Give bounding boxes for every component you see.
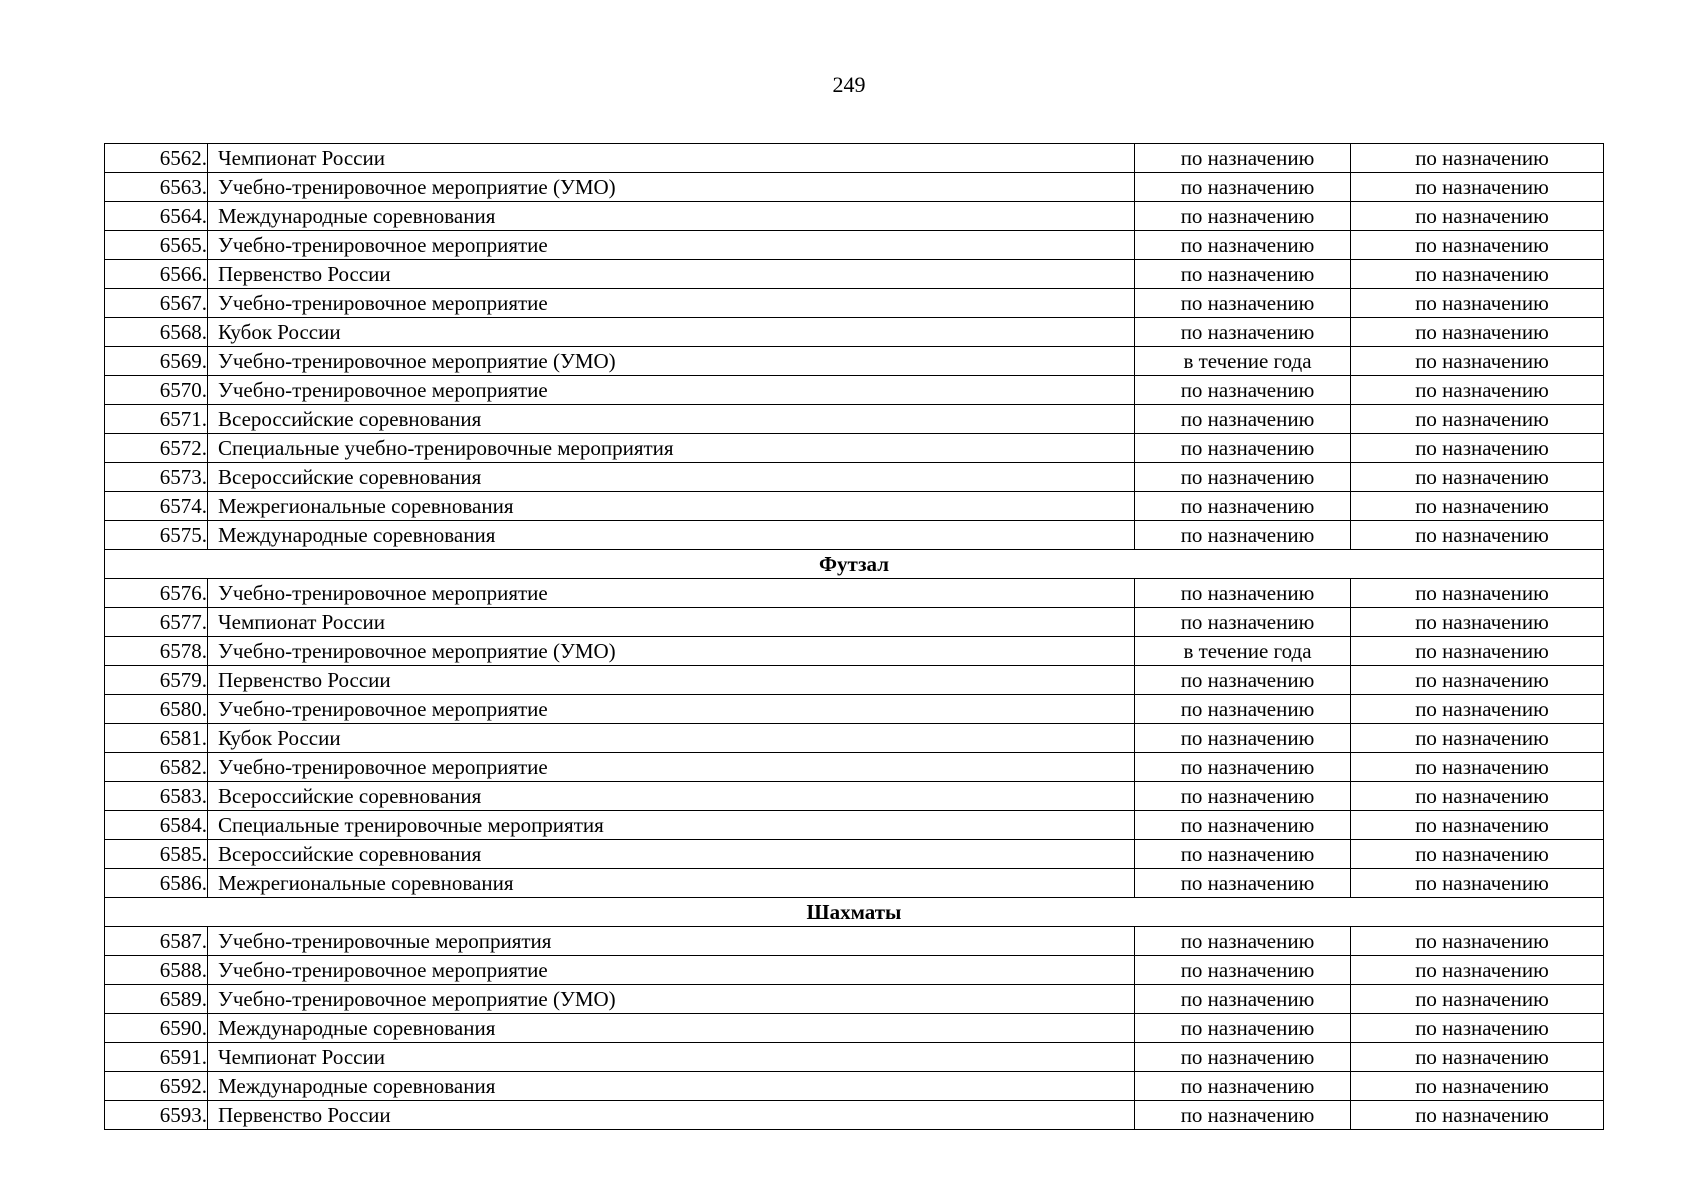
event-term: по назначению [1135,840,1351,869]
row-number: 6584. [105,811,208,840]
event-name: Учебно-тренировочные мероприятия [208,927,1135,956]
table-row [105,405,1604,434]
event-term: по назначению [1135,202,1351,231]
event-name: Учебно-тренировочное мероприятие [208,579,1135,608]
event-place: по назначению [1351,811,1604,840]
event-term: по назначению [1135,956,1351,985]
event-name: Всероссийские соревнования [208,405,1135,434]
event-term: по назначению [1135,724,1351,753]
event-name: Межрегиональные соревнования [208,492,1135,521]
event-name: Международные соревнования [208,1014,1135,1043]
event-term: в течение года [1135,347,1351,376]
event-term: по назначению [1135,1072,1351,1101]
event-place: по назначению [1351,405,1604,434]
event-term: по назначению [1135,521,1351,550]
event-term: по назначению [1135,376,1351,405]
table-row [105,202,1604,231]
table-row [105,985,1604,1014]
event-place: по назначению [1351,724,1604,753]
row-number: 6587. [105,927,208,956]
event-term: по назначению [1135,463,1351,492]
event-term: по назначению [1135,782,1351,811]
event-name: Первенство России [208,260,1135,289]
row-number: 6563. [105,173,208,202]
event-place: по назначению [1351,231,1604,260]
table-row [105,347,1604,376]
event-name: Специальные учебно-тренировочные мероприятия [208,434,1135,463]
event-name: Учебно-тренировочное мероприятие [208,753,1135,782]
row-number: 6564. [105,202,208,231]
row-number: 6568. [105,318,208,347]
event-term: по назначению [1135,492,1351,521]
event-place: по назначению [1351,260,1604,289]
table-row [105,463,1604,492]
event-term: по назначению [1135,811,1351,840]
row-number: 6576. [105,579,208,608]
event-place: по назначению [1351,173,1604,202]
event-place: по назначению [1351,1014,1604,1043]
row-number: 6574. [105,492,208,521]
event-place: по назначению [1351,202,1604,231]
table-row [105,840,1604,869]
event-term: по назначению [1135,927,1351,956]
event-place: по назначению [1351,927,1604,956]
events-table-body [105,144,1604,1130]
table-row [105,492,1604,521]
event-name: Чемпионат России [208,1043,1135,1072]
event-place: по назначению [1351,579,1604,608]
event-term: в течение года [1135,637,1351,666]
event-place: по назначению [1351,289,1604,318]
event-term: по назначению [1135,985,1351,1014]
event-name: Учебно-тренировочное мероприятие [208,695,1135,724]
row-number: 6583. [105,782,208,811]
section-title: Футзал [105,550,1604,579]
event-name: Международные соревнования [208,521,1135,550]
row-number: 6571. [105,405,208,434]
event-name: Всероссийские соревнования [208,463,1135,492]
event-name: Учебно-тренировочное мероприятие [208,956,1135,985]
table-row [105,579,1604,608]
event-term: по назначению [1135,1043,1351,1072]
event-place: по назначению [1351,695,1604,724]
event-name: Международные соревнования [208,1072,1135,1101]
table-row [105,289,1604,318]
row-number: 6569. [105,347,208,376]
table-row [105,231,1604,260]
row-number: 6573. [105,463,208,492]
table-row [105,753,1604,782]
row-number: 6589. [105,985,208,1014]
table-row [105,260,1604,289]
table-row [105,666,1604,695]
event-place: по назначению [1351,144,1604,173]
event-name: Чемпионат России [208,144,1135,173]
event-term: по назначению [1135,144,1351,173]
table-row [105,376,1604,405]
row-number: 6580. [105,695,208,724]
event-place: по назначению [1351,869,1604,898]
row-number: 6588. [105,956,208,985]
event-term: по назначению [1135,1101,1351,1130]
row-number: 6567. [105,289,208,318]
section-header-row [105,898,1604,927]
event-name: Всероссийские соревнования [208,840,1135,869]
event-place: по назначению [1351,608,1604,637]
event-place: по назначению [1351,782,1604,811]
row-number: 6590. [105,1014,208,1043]
row-number: 6578. [105,637,208,666]
event-name: Учебно-тренировочное мероприятие [208,231,1135,260]
event-name: Учебно-тренировочное мероприятие (УМО) [208,173,1135,202]
event-term: по назначению [1135,405,1351,434]
page-number: 249 [832,72,866,97]
table-row [105,927,1604,956]
row-number: 6577. [105,608,208,637]
event-term: по назначению [1135,231,1351,260]
event-term: по назначению [1135,434,1351,463]
event-name: Первенство России [208,666,1135,695]
event-term: по назначению [1135,666,1351,695]
event-name: Международные соревнования [208,202,1135,231]
table-row [105,608,1604,637]
row-number: 6565. [105,231,208,260]
event-term: по назначению [1135,753,1351,782]
section-title: Шахматы [105,898,1604,927]
event-term: по назначению [1135,289,1351,318]
event-term: по назначению [1135,260,1351,289]
table-row [105,1072,1604,1101]
row-number: 6579. [105,666,208,695]
row-number: 6586. [105,869,208,898]
row-number: 6581. [105,724,208,753]
row-number: 6592. [105,1072,208,1101]
row-number: 6591. [105,1043,208,1072]
event-term: по назначению [1135,318,1351,347]
event-name: Кубок России [208,318,1135,347]
event-place: по назначению [1351,492,1604,521]
table-row [105,173,1604,202]
row-number: 6585. [105,840,208,869]
event-name: Кубок России [208,724,1135,753]
table-row [105,869,1604,898]
table-row [105,434,1604,463]
event-place: по назначению [1351,318,1604,347]
row-number: 6566. [105,260,208,289]
table-row [105,695,1604,724]
row-number: 6572. [105,434,208,463]
event-place: по назначению [1351,956,1604,985]
event-name: Межрегиональные соревнования [208,869,1135,898]
event-name: Всероссийские соревнования [208,782,1135,811]
table-row [105,811,1604,840]
table-row [105,1043,1604,1072]
table-row [105,1101,1604,1130]
event-place: по назначению [1351,637,1604,666]
row-number: 6562. [105,144,208,173]
event-place: по назначению [1351,376,1604,405]
table-row [105,318,1604,347]
row-number: 6593. [105,1101,208,1130]
table-row [105,782,1604,811]
table-row [105,1014,1604,1043]
event-name: Специальные тренировочные мероприятия [208,811,1135,840]
table-row [105,956,1604,985]
event-place: по назначению [1351,463,1604,492]
event-place: по назначению [1351,666,1604,695]
event-place: по назначению [1351,521,1604,550]
event-name: Чемпионат России [208,608,1135,637]
event-place: по назначению [1351,347,1604,376]
event-place: по назначению [1351,753,1604,782]
table-row [105,724,1604,753]
row-number: 6575. [105,521,208,550]
section-header-row [105,550,1604,579]
events-table [104,143,1604,1130]
event-name: Учебно-тренировочное мероприятие [208,376,1135,405]
row-number: 6582. [105,753,208,782]
event-name: Учебно-тренировочное мероприятие (УМО) [208,347,1135,376]
event-place: по назначению [1351,840,1604,869]
event-term: по назначению [1135,173,1351,202]
event-term: по назначению [1135,1014,1351,1043]
event-name: Учебно-тренировочное мероприятие (УМО) [208,985,1135,1014]
event-term: по назначению [1135,869,1351,898]
event-place: по назначению [1351,1043,1604,1072]
event-place: по назначению [1351,1072,1604,1101]
table-row [105,521,1604,550]
event-place: по назначению [1351,1101,1604,1130]
event-place: по назначению [1351,434,1604,463]
event-term: по назначению [1135,608,1351,637]
event-name: Учебно-тренировочное мероприятие [208,289,1135,318]
event-term: по назначению [1135,695,1351,724]
table-row [105,637,1604,666]
event-name: Учебно-тренировочное мероприятие (УМО) [208,637,1135,666]
event-place: по назначению [1351,985,1604,1014]
row-number: 6570. [105,376,208,405]
event-term: по назначению [1135,579,1351,608]
table-row [105,144,1604,173]
event-name: Первенство России [208,1101,1135,1130]
